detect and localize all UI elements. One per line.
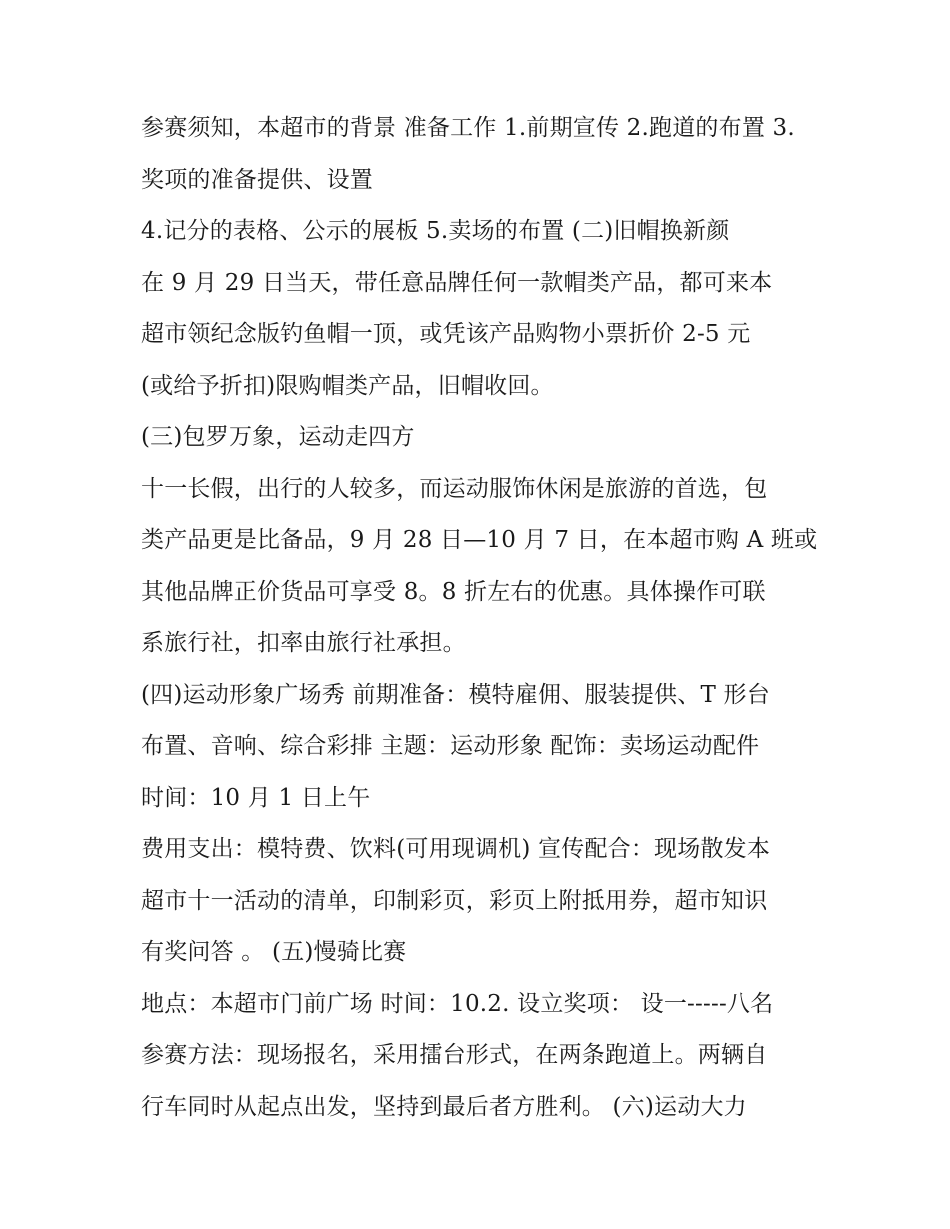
text-line: 4.记分的表格、公示的展板 5.卖场的布置 (二)旧帽换新颜 bbox=[141, 218, 730, 244]
text-line: (四)运动形象广场秀 前期准备：模特雇佣、服装提供、T 形台 bbox=[141, 681, 770, 708]
text-line: 时间：10 月 1 日上午 bbox=[141, 784, 371, 811]
text-line: 其他品牌正价货品可享受 8。8 折左右的优惠。具体操作可联 bbox=[141, 578, 766, 605]
text-line: 有奖问答 。 (五)慢骑比赛 bbox=[141, 939, 407, 965]
text-line: 费用支出：模特费、饮料(可用现调机) 宣传配合：现场散发本 bbox=[141, 836, 771, 862]
text-line: 奖项的准备提供、设置 bbox=[141, 166, 373, 193]
text-line: 系旅行社，扣率由旅行社承担。 bbox=[141, 630, 466, 656]
text-line: 在 9 月 29 日当天，带任意品牌任何一款帽类产品，都可来本 bbox=[141, 269, 773, 296]
document-body bbox=[141, 103, 821, 1133]
text-line: 超市十一活动的清单，印制彩页，彩页上附抵用券，超市知识 bbox=[141, 887, 768, 914]
text-line: (三)包罗万象，运动走四方 bbox=[141, 424, 415, 450]
text-line: 类产品更是比备品，9 月 28 日—10 月 7 日，在本超市购 A 班或 bbox=[141, 527, 818, 553]
text-line: 布置、音响、综合彩排 主题：运动形象 配饰：卖场运动配件 bbox=[141, 733, 760, 759]
text-line: 参赛须知，本超市的背景 准备工作 1.前期宣传 2.跑道的布置 3. bbox=[141, 115, 795, 141]
text-line: 地点：本超市门前广场 时间：10.2. 设立奖项： 设一-----八名 bbox=[141, 990, 774, 1017]
text-line: 超市领纪念版钓鱼帽一顶，或凭该产品购物小票折价 2-5 元 bbox=[141, 321, 751, 347]
text-line: (或给予折扣)限购帽类产品，旧帽收回。 bbox=[141, 372, 554, 399]
text-line: 行车同时从起点出发，坚持到最后者方胜利。 (六)运动大力 bbox=[141, 1093, 747, 1120]
text-line: 参赛方法：现场报名，采用擂台形式，在两条跑道上。两辆自 bbox=[141, 1042, 768, 1068]
text-line: 十一长假，出行的人较多，而运动服饰休闲是旅游的首选，包 bbox=[141, 475, 768, 502]
